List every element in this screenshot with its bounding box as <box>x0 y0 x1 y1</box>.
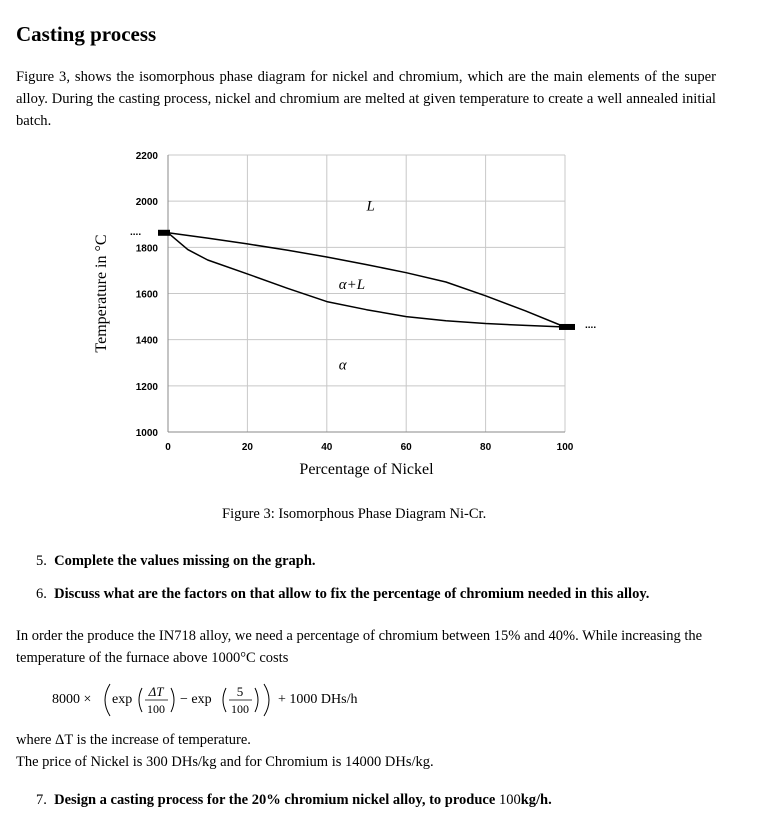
chart-ticks <box>136 151 574 453</box>
paren-open-2 <box>223 688 226 712</box>
x-tick-label: 60 <box>400 442 412 453</box>
denominator-2: 100 <box>231 702 249 716</box>
liquid-region-label: L <box>366 198 375 215</box>
chart-grid <box>168 155 565 432</box>
x-tick-label: 80 <box>480 442 492 453</box>
numerator-1: ΔT <box>148 684 164 699</box>
definitions <box>16 729 434 773</box>
paren-close-2 <box>255 688 258 712</box>
x-tick-label: 20 <box>241 442 253 453</box>
question-5 <box>36 553 316 570</box>
y-tick-label: 1800 <box>135 243 158 255</box>
question-text: Complete the values missing on the graph. <box>54 553 316 569</box>
section-heading: Casting process <box>16 22 157 46</box>
intro-paragraph: Figure 3, shows the isomorphous phase diagram for nickel and chromium, which are the main elements of the super alloy. During the casting process, nickel and chromium are melted at given temperature to create a well annealed initial batch. <box>16 69 716 129</box>
y-tick-label: 1200 <box>135 381 158 393</box>
where-line: where ΔT is the increase of temperature. <box>16 732 251 748</box>
question-amount: 100 <box>498 792 521 808</box>
x-tick-label: 40 <box>321 442 333 453</box>
missing-value-dots-right: .... <box>585 319 597 331</box>
phase-diagram-chart <box>90 144 650 494</box>
left-melting-point-marker <box>158 230 170 236</box>
formula-tail: + 1000 DHs/h <box>278 692 358 707</box>
price-line: The price of Nickel is 300 DHs/kg and for Chromium is 14000 DHs/kg. <box>16 754 434 770</box>
cost-paragraph: In order the produce the IN718 alloy, we need a percentage of chromium between 15% and 40%. While increasing the temperature of the furnace above 1000°C costs <box>16 628 703 666</box>
x-tick-label: 0 <box>165 442 171 453</box>
question-number: 5. <box>36 553 47 569</box>
two-phase-region-label: α+L <box>338 276 366 293</box>
formula-exp-1: exp <box>112 692 133 707</box>
right-melting-point-marker <box>559 324 575 330</box>
big-paren-close <box>264 684 269 716</box>
question-6 <box>36 586 649 603</box>
question-text-part-2: kg/h. <box>520 792 552 808</box>
numerator-2: 5 <box>236 684 244 699</box>
question-text-part-1: Design a casting process for the 20% chromium nickel alloy, to produce <box>54 792 496 808</box>
x-axis-label: Percentage of Nickel <box>299 461 434 478</box>
paren-close-1 <box>171 688 174 712</box>
cost-formula <box>52 678 412 720</box>
phase-diagram-figure <box>90 144 650 494</box>
y-tick-label: 2000 <box>135 197 158 209</box>
y-tick-label: 2200 <box>135 151 158 162</box>
y-tick-label: 1000 <box>135 428 158 439</box>
x-tick-label: 100 <box>556 442 574 453</box>
figure-caption: Figure 3: Isomorphous Phase Diagram Ni-Cr. <box>222 506 487 522</box>
missing-value-dots-left: .... <box>130 226 142 238</box>
big-paren-open <box>105 684 110 716</box>
formula-coefficient: 8000 × <box>52 692 92 707</box>
formula-svg <box>52 678 412 722</box>
y-tick-label: 1600 <box>135 289 158 301</box>
y-tick-label: 1400 <box>135 335 158 347</box>
paren-open-1 <box>139 688 142 712</box>
question-number: 7. <box>36 792 47 808</box>
denominator-1: 100 <box>147 702 165 716</box>
question-text: Discuss what are the factors on that allow to fix the percentage of chromium needed in this alloy. <box>54 586 650 602</box>
question-7 <box>36 792 552 809</box>
formula-minus-exp: − exp <box>180 692 212 707</box>
solid-region-label: α <box>338 357 347 374</box>
question-number: 6. <box>36 586 47 602</box>
y-axis-label: Temperature in °C <box>93 234 110 353</box>
